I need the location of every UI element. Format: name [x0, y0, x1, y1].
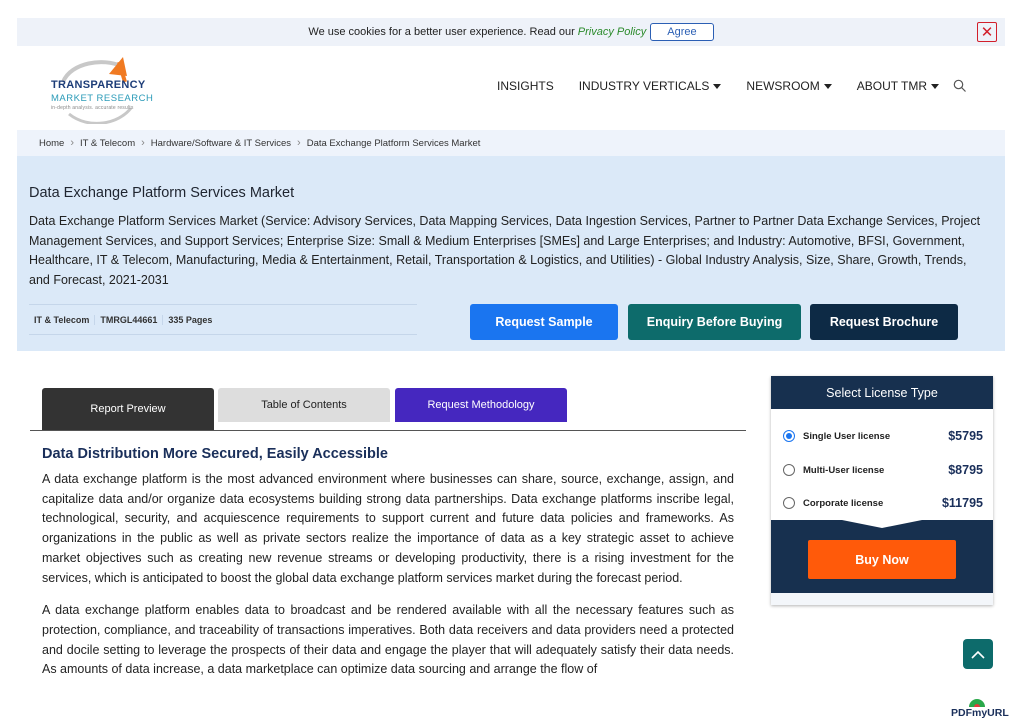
scroll-to-top-button[interactable]: [963, 639, 993, 669]
nav-label: NEWSROOM: [746, 79, 820, 93]
pdfmyurl-logo-icon: [968, 698, 986, 707]
report-tabs: [30, 387, 746, 431]
enquiry-before-buying-button[interactable]: Enquiry Before Buying: [628, 304, 801, 340]
caret-down-icon: [931, 84, 939, 89]
breadcrumb-it-telecom[interactable]: IT & Telecom: [80, 137, 136, 149]
chevron-right-icon: ›: [141, 137, 145, 149]
tab-report-preview[interactable]: Report Preview: [42, 388, 214, 430]
license-footer: [771, 593, 993, 605]
logo-subtitle: MARKET RESEARCH: [51, 93, 154, 104]
agree-button[interactable]: Agree: [650, 23, 713, 41]
cookie-text: We use cookies for a better user experience. Read our: [308, 26, 575, 38]
nav-label: INSIGHTS: [497, 79, 554, 93]
license-option-multi[interactable]: [783, 460, 983, 480]
license-notch: [842, 520, 922, 528]
logo[interactable]: [49, 52, 154, 124]
nav-label: ABOUT TMR: [856, 79, 927, 93]
license-title: Select License Type: [826, 385, 938, 400]
caret-down-icon: [824, 84, 832, 89]
request-sample-button[interactable]: Request Sample: [470, 304, 618, 340]
nav-about-tmr[interactable]: [857, 79, 939, 93]
close-icon[interactable]: ✕: [977, 22, 997, 42]
chevron-up-icon: [971, 650, 985, 659]
license-name: Corporate license: [803, 497, 884, 509]
meta-report-id: TMRGL44661: [95, 315, 163, 325]
cookie-bar: [17, 18, 1005, 46]
chevron-right-icon: ›: [70, 137, 75, 149]
license-price: $5795: [948, 429, 983, 443]
report-hero: [17, 156, 1005, 351]
tab-request-methodology[interactable]: Request Methodology: [395, 388, 567, 422]
license-option-corporate[interactable]: [783, 493, 983, 513]
nav-insights[interactable]: [497, 79, 554, 93]
buy-now-button[interactable]: Buy Now: [808, 540, 956, 579]
main-nav: [472, 79, 967, 93]
meta-pages: 335 Pages: [168, 314, 213, 325]
radio-selected-icon[interactable]: [783, 430, 795, 442]
paragraph: A data exchange platform enables data to broadcast and be rendered available with all the necessary features such as protection, compliance, and traceability of transactions imperatives. Both data receivers and data providers need a protected and docile setting to leverage the prospects of their data and engage the player that will adequately satisfy their data needs. As amounts of data increase, a data marketplace can optimize data sourcing and arrange the flow of: [42, 603, 734, 677]
report-description: Data Exchange Platform Services Market (Service: Advisory Services, Data Mapping Services, Data Ingestion Services, Partner to Partner Data Exchange Services, Project Management Services, and Support Services; Enterprise Size: Small & Medium Enterprises [SMEs] and Large Enterprises; and Industry: Automotive, BFSI, Government, Healthcare, IT & Telecom, Manufacturing, Media & Entertainment, Retail, Transportation & Logistics, and Utilities) - Global Industry Analysis, Size, Share, Growth, Trends, and Forecast, 2021-2031: [29, 214, 981, 288]
privacy-policy-link[interactable]: Privacy Policy: [577, 26, 647, 38]
license-name: Single User license: [803, 430, 891, 442]
section-heading: Data Distribution More Secured, Easily Accessible: [42, 446, 388, 462]
breadcrumb: [17, 130, 1005, 156]
license-options: [771, 409, 993, 520]
tab-table-of-contents[interactable]: Table of Contents: [218, 388, 390, 422]
license-name: Multi-User license: [803, 464, 885, 476]
request-brochure-button[interactable]: Request Brochure: [810, 304, 958, 340]
license-panel: [771, 376, 993, 605]
nav-newsroom[interactable]: [746, 79, 831, 93]
radio-icon[interactable]: [783, 464, 795, 476]
nav-label: INDUSTRY VERTICALS: [578, 79, 710, 93]
site-header: [17, 46, 1005, 130]
breadcrumb-home[interactable]: Home: [39, 137, 65, 149]
logo-tagline: in-depth analysis. accurate results: [51, 105, 134, 111]
paragraph: A data exchange platform is the most advanced environment where businesses can share, source, exchange, assign, and capitalize data and/or organize data ecosystems building strong data partnerships. Data exchange platforms inscribe legal, technological, security, and acquiescence requirements to support current and future data policies and frameworks. As organizations in the public as well as private sectors realize the importance of data as a key strategic asset to achieve market objectives such as creating new revenue streams or developing productivity, there is a rising investment for the services, which is anticipated to boost the global data exchange platform services market during the forecast period.: [42, 472, 734, 585]
chevron-right-icon: ›: [297, 137, 301, 149]
radio-icon[interactable]: [783, 497, 795, 509]
nav-industry-verticals[interactable]: [579, 79, 722, 93]
meta-category: IT & Telecom: [29, 315, 95, 325]
search-icon[interactable]: [953, 79, 967, 93]
report-meta: [29, 304, 417, 335]
license-price: $8795: [948, 463, 983, 477]
report-preview-content: [42, 446, 734, 693]
logo-title: TRANSPARENCY: [51, 79, 146, 91]
license-price: $11795: [941, 496, 983, 510]
caret-down-icon: [713, 84, 721, 89]
license-option-single[interactable]: [783, 426, 983, 446]
pdfmyurl-watermark: PDFmyURL: [951, 707, 1009, 719]
breadcrumb-hardware-software[interactable]: Hardware/Software & IT Services: [150, 137, 292, 149]
page-title: Data Exchange Platform Services Market: [29, 185, 295, 201]
breadcrumb-current: Data Exchange Platform Services Market: [306, 137, 481, 149]
